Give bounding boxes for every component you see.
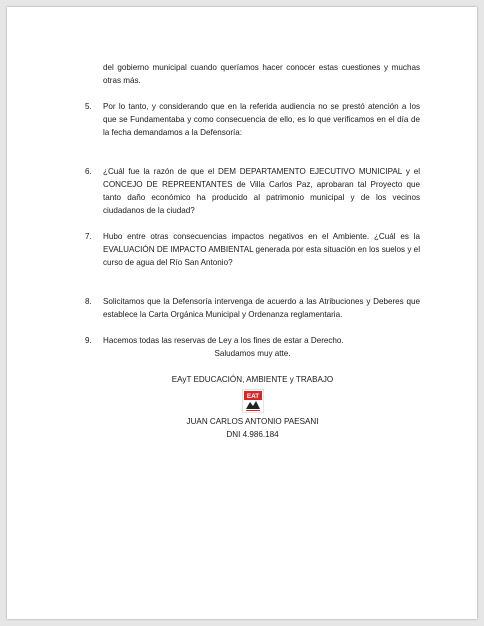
document-page <box>7 7 477 619</box>
list-item-5 <box>85 100 420 139</box>
item-number: 6. <box>85 167 92 176</box>
logo-container <box>85 389 420 413</box>
closing-greeting: Saludamos muy atte. <box>214 349 291 358</box>
item-text: Solicitamos que la Defensoría intervenga de acuerdo a las Atribuciones y Deberes que establece la Carta Orgánica Municipal y Ordenanza reglamentaria. <box>103 297 420 319</box>
signer-name: JUAN CARLOS ANTONIO PAESANI <box>186 417 319 426</box>
paragraph-continuation: del gobierno municipal cuando queríamos hacer conocer estas cuestiones y muchas otras más. <box>103 63 420 85</box>
item-number: 5. <box>85 102 92 111</box>
signer-id: DNI 4.986.184 <box>226 430 279 439</box>
document-body <box>85 61 420 441</box>
item-number: 9. <box>85 336 92 345</box>
list-item-7 <box>85 230 420 269</box>
item-text: ¿Cuál fue la razón de que el DEM DEPARTAMENTO EJECUTIVO MUNICIPAL y el CONCEJO DE REPREENTANTES de Villa Carlos Paz, aprobaran tal Proyecto que tanto daño económico ha producido al patrimonio municipal y de los vecinos ciudadanos de la ciudad? <box>103 167 420 215</box>
item-number: 8. <box>85 297 92 306</box>
item-text: Hacemos todas las reservas de Ley a los fines de estar a Derecho. <box>103 336 344 345</box>
item-text: Hubo entre otras consecuencias impactos negativos en el Ambiente. ¿Cuál es la EVALUACIÓN DE IMPACTO AMBIENTAL generada por esta situación en los suelos y el curso de agua del Río San Antonio? <box>103 232 420 267</box>
logo-text: EAT <box>246 393 259 400</box>
item-number: 7. <box>85 232 92 241</box>
eat-logo-icon <box>242 389 264 413</box>
list-item-8 <box>85 295 420 321</box>
item-text: Por lo tanto, y considerando que en la referida audiencia no se prestó atención a los que se Fundamentaba y como consecuencia de ello, es lo que verificamos en el día de la fecha demandamos a la Defensoría: <box>103 102 420 137</box>
list-item-9 <box>85 334 420 347</box>
list-item-6 <box>85 165 420 217</box>
organization-name: EAyT EDUCACIÓN, AMBIENTE y TRABAJO <box>171 375 334 384</box>
